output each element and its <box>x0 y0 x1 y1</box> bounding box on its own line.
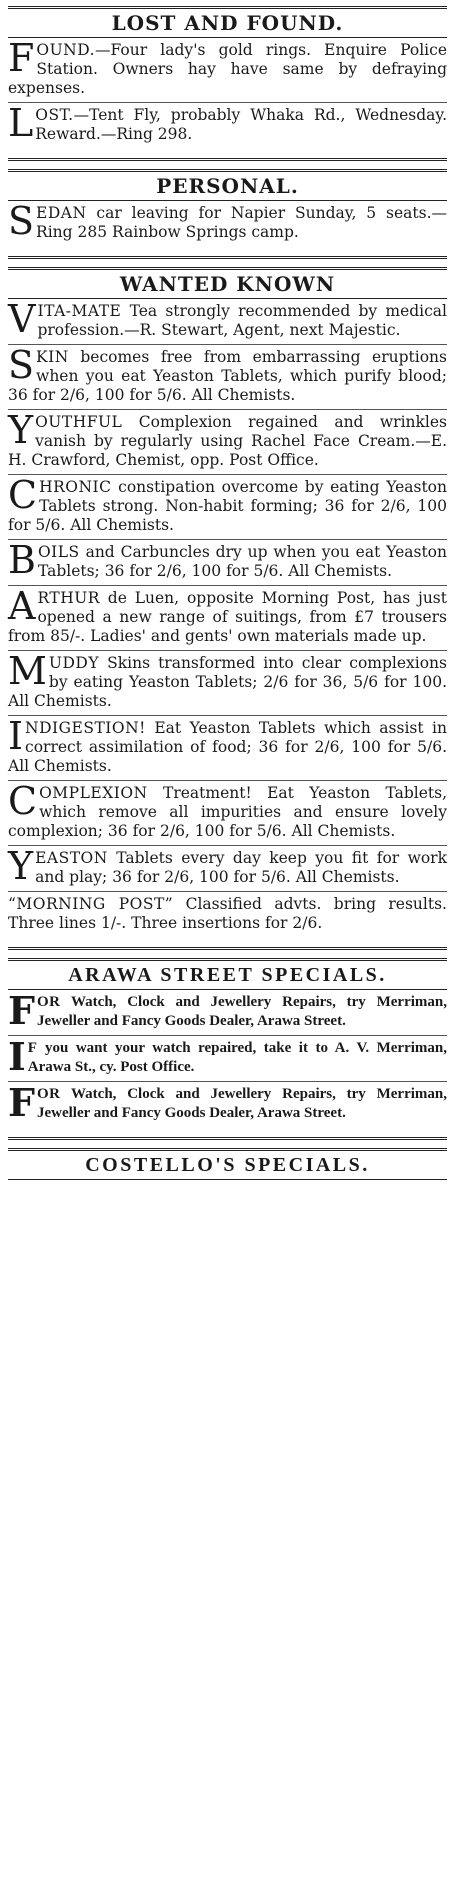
drop-cap: B <box>8 538 36 582</box>
ad-body-text: Treatment! Eat Yeaston Tablets, which remove all impurities and ensure lovely complexion; 36 for 2/6, 100 for 5/6. All Chemists. <box>8 784 447 840</box>
section-divider <box>8 947 447 950</box>
classified-ad <box>8 201 447 246</box>
drop-cap: V <box>8 297 36 341</box>
classified-ad <box>8 586 447 651</box>
ad-lead-word: OR <box>36 994 61 1010</box>
ad-lead-word: HRONIC <box>39 478 112 496</box>
ad-body-text: you want your watch repaired, take it to A. V. Merriman, Arawa St., cy. Post Office. <box>27 1040 447 1075</box>
drop-cap: F <box>8 1080 35 1125</box>
ad-lead-word: ITA-MATE <box>37 302 122 320</box>
ad-body-text: Complexion regained and wrinkles vanish by regularly using Rachel Face Cream.—E. H. Crawford, Chemist, opp. Post Office. <box>8 413 447 469</box>
classified-ad <box>8 38 447 103</box>
ad-body-text: —Four lady's gold rings. Enquire Police Station. Owners hay have same by defraying expenses. <box>8 41 447 97</box>
classified-ad <box>8 846 447 892</box>
section-heading: COSTELLO'S SPECIALS. <box>8 1148 447 1180</box>
ad-lead-word: RTHUR <box>37 589 100 607</box>
ad-body-text: —Tent Fly, probably Whaka Rd., Wednesday. Reward.—Ring 298. <box>35 106 447 143</box>
classified-ad <box>8 299 447 345</box>
drop-cap: L <box>8 101 34 145</box>
classifieds-column <box>0 6 457 1886</box>
classified-ad <box>8 1036 447 1082</box>
ad-lead-word: OR <box>36 1086 61 1102</box>
ad-body-text: becomes free from embarrassing eruptions when you eat Yeaston Tablets, which purify blood; 36 for 2/6, 100 for 5/6. All Chemists. <box>8 348 447 404</box>
classified-ad <box>8 1082 447 1127</box>
section-divider <box>8 256 447 259</box>
ad-body-text: Watch, Clock and Jewellery Repairs, try Merriman, Jeweller and Fancy Goods Dealer, Arawa Street. <box>36 1086 447 1121</box>
ad-lead-word: OUND. <box>36 41 96 59</box>
classified-ad <box>8 103 447 148</box>
ad-lead-word: OUTHFUL <box>35 413 123 431</box>
classified-ad <box>8 410 447 475</box>
drop-cap: S <box>8 343 35 387</box>
ad-lead-word: EASTON <box>35 849 108 867</box>
classified-ad <box>8 781 447 846</box>
section-heading: LOST AND FOUND. <box>8 6 447 38</box>
ad-lead-word: KIN <box>36 348 69 366</box>
drop-cap: Y <box>8 408 34 452</box>
drop-cap: I <box>8 714 24 758</box>
drop-cap: C <box>8 779 38 823</box>
drop-cap: I <box>8 1034 26 1079</box>
ad-body-text: car leaving for Napier Sunday, 5 seats.—Ring 285 Rainbow Springs camp. <box>36 204 447 241</box>
ad-body-text: Classified advts. bring results. Three lines 1/-. Three insertions for 2/6. <box>8 895 447 932</box>
drop-cap: F <box>8 988 35 1033</box>
classified-ad <box>8 651 447 716</box>
section-heading: PERSONAL. <box>8 169 447 201</box>
ad-body-text: de Luen, opposite Morning Post, has just opened a new range of suitings, from £7 trousers from 85/-. Ladies' and gents' own materials made up. <box>8 589 447 645</box>
classified-ad <box>8 990 447 1036</box>
ad-body-text: constipation overcome by eating Yeaston Tablets strong. Non-habit forming; 36 for 2/6, 100 for 5/6. All Chemists. <box>8 478 447 534</box>
section-heading: ARAWA STREET SPECIALS. <box>8 958 447 990</box>
section-heading: WANTED KNOWN <box>8 267 447 299</box>
ad-body-text: Tea strongly recommended by medical profession.—R. Stewart, Agent, next Majestic. <box>37 302 447 339</box>
ad-lead-word: OMPLEXION <box>39 784 148 802</box>
drop-cap: M <box>8 649 47 693</box>
drop-cap: S <box>8 199 35 243</box>
ad-lead-word: NDIGESTION! <box>25 719 146 737</box>
ad-lead-word: F <box>27 1040 38 1056</box>
ad-body-text: and Carbuncles dry up when you eat Yeaston Tablets; 36 for 2/6, 100 for 5/6. All Chemists. <box>37 543 447 580</box>
ad-lead-word: EDAN <box>36 204 87 222</box>
drop-cap: A <box>8 584 36 628</box>
section-divider <box>8 158 447 161</box>
section-divider <box>8 1137 447 1140</box>
classified-ad <box>8 540 447 586</box>
drop-cap: F <box>8 36 35 80</box>
ad-lead-word: OILS <box>37 543 80 561</box>
classified-ad <box>8 475 447 540</box>
drop-cap: Y <box>8 844 34 888</box>
classified-ad <box>8 716 447 781</box>
classified-ad <box>8 892 447 937</box>
ad-body-text: Watch, Clock and Jewellery Repairs, try Merriman, Jeweller and Fancy Goods Dealer, Arawa Street. <box>36 994 447 1029</box>
ad-body-text: Tablets every day keep you fit for work and play; 36 for 2/6, 100 for 5/6. All Chemists. <box>35 849 447 886</box>
ad-body-text: Eat Yeaston Tablets which assist in correct assimilation of food; 36 for 2/6, 100 for 5/6. All Chemists. <box>8 719 447 775</box>
drop-cap: C <box>8 473 38 517</box>
classified-ad <box>8 345 447 410</box>
ad-lead-word: “MORNING POST” <box>8 895 174 913</box>
ad-body-text: Skins transformed into clear complexions by eating Yeaston Tablets; 2/6 for 36, 5/6 for 100. All Chemists. <box>8 654 447 710</box>
ad-lead-word: UDDY <box>48 654 100 672</box>
ad-lead-word: OST. <box>35 106 74 124</box>
